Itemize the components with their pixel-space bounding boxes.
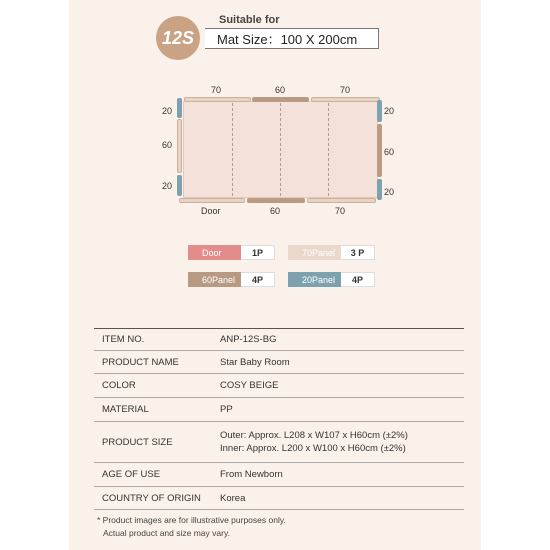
- legend-label: 20Panel: [288, 272, 341, 287]
- dim-label-right: 20: [384, 106, 395, 116]
- dim-label-left: 20: [162, 181, 173, 191]
- legend-label: 60Panel: [188, 272, 241, 287]
- spec-key: PRODUCT NAME: [102, 356, 179, 368]
- panel-20: [177, 175, 182, 196]
- legend-20panel: [288, 272, 375, 287]
- panel-60: [247, 198, 305, 203]
- legend-qty: 4P: [241, 272, 275, 287]
- legend-qty: 1P: [241, 245, 275, 260]
- dim-label-bottom: 60: [270, 206, 281, 216]
- note-line: Actual product and size may vary.: [103, 528, 230, 538]
- dim-label-right: 20: [384, 187, 395, 197]
- spec-value: COSY BEIGE: [220, 380, 279, 391]
- legend-qty: 4P: [341, 272, 375, 287]
- spec-value: PP: [220, 404, 233, 415]
- legend-70panel: [288, 245, 375, 260]
- mat-size-box: [205, 28, 379, 49]
- legend-label: 70Panel: [288, 245, 341, 260]
- spec-key: AGE OF USE: [102, 469, 161, 480]
- spec-value: Star Baby Room: [220, 356, 290, 368]
- note-line: * Product images are for illustrative purposes only.: [97, 515, 286, 525]
- panel-60: [252, 97, 309, 102]
- door-panel: [179, 198, 245, 203]
- table-row: [94, 351, 464, 374]
- legend-qty: 3 P: [341, 245, 375, 260]
- legend-label: Door: [188, 245, 241, 260]
- panel-70: [184, 97, 251, 102]
- panel-60: [377, 124, 382, 177]
- spec-value-cell: [212, 422, 464, 463]
- dim-label-top: 60: [275, 85, 286, 95]
- legend-door: [188, 245, 275, 260]
- panel-20: [377, 100, 382, 122]
- suitable-for-label: Suitable for: [219, 14, 280, 26]
- panel-60: [177, 119, 182, 173]
- mat-size-text: Mat Size：100 X 200cm: [217, 32, 358, 47]
- table-row: [94, 463, 464, 487]
- panel-20: [377, 179, 382, 200]
- spec-value: Inner: Approx. L200 x W100 x H60cm (±2%): [220, 443, 406, 454]
- dim-label-top: 70: [340, 85, 351, 95]
- disclaimer-note: [97, 514, 286, 540]
- spec-table: [94, 328, 464, 510]
- table-row: [94, 422, 464, 463]
- spec-value: From Newborn: [220, 469, 283, 480]
- spec-value: Outer: Approx. L208 x W107 x H60cm (±2%): [220, 430, 408, 441]
- panel-70: [311, 97, 380, 102]
- size-badge: 12S: [156, 16, 200, 60]
- door-label: Door: [201, 206, 221, 216]
- dim-label-top: 70: [211, 85, 222, 95]
- spec-key: MATERIAL: [102, 404, 149, 415]
- spec-key: COUNTRY OF ORIGIN: [102, 492, 201, 504]
- dim-label-bottom: 70: [335, 206, 346, 216]
- spec-key: COLOR: [102, 380, 136, 391]
- panel-70: [307, 198, 376, 203]
- spec-key: ITEM NO.: [102, 334, 145, 345]
- spec-key: PRODUCT SIZE: [102, 436, 173, 448]
- table-row: [94, 487, 464, 510]
- spec-value: Korea: [220, 492, 246, 504]
- panel-20: [177, 98, 182, 118]
- dim-label-left: 20: [162, 106, 173, 116]
- table-row: [94, 329, 464, 351]
- table-row: [94, 398, 464, 422]
- legend-60panel: [188, 272, 275, 287]
- table-row: [94, 374, 464, 398]
- dim-label-right: 60: [384, 147, 395, 157]
- mat-fold-line: [232, 103, 233, 196]
- mat-fold-line: [280, 103, 281, 196]
- dim-label-left: 60: [162, 140, 173, 150]
- mat-fold-line: [328, 103, 329, 196]
- spec-value: ANP-12S-BG: [220, 334, 277, 345]
